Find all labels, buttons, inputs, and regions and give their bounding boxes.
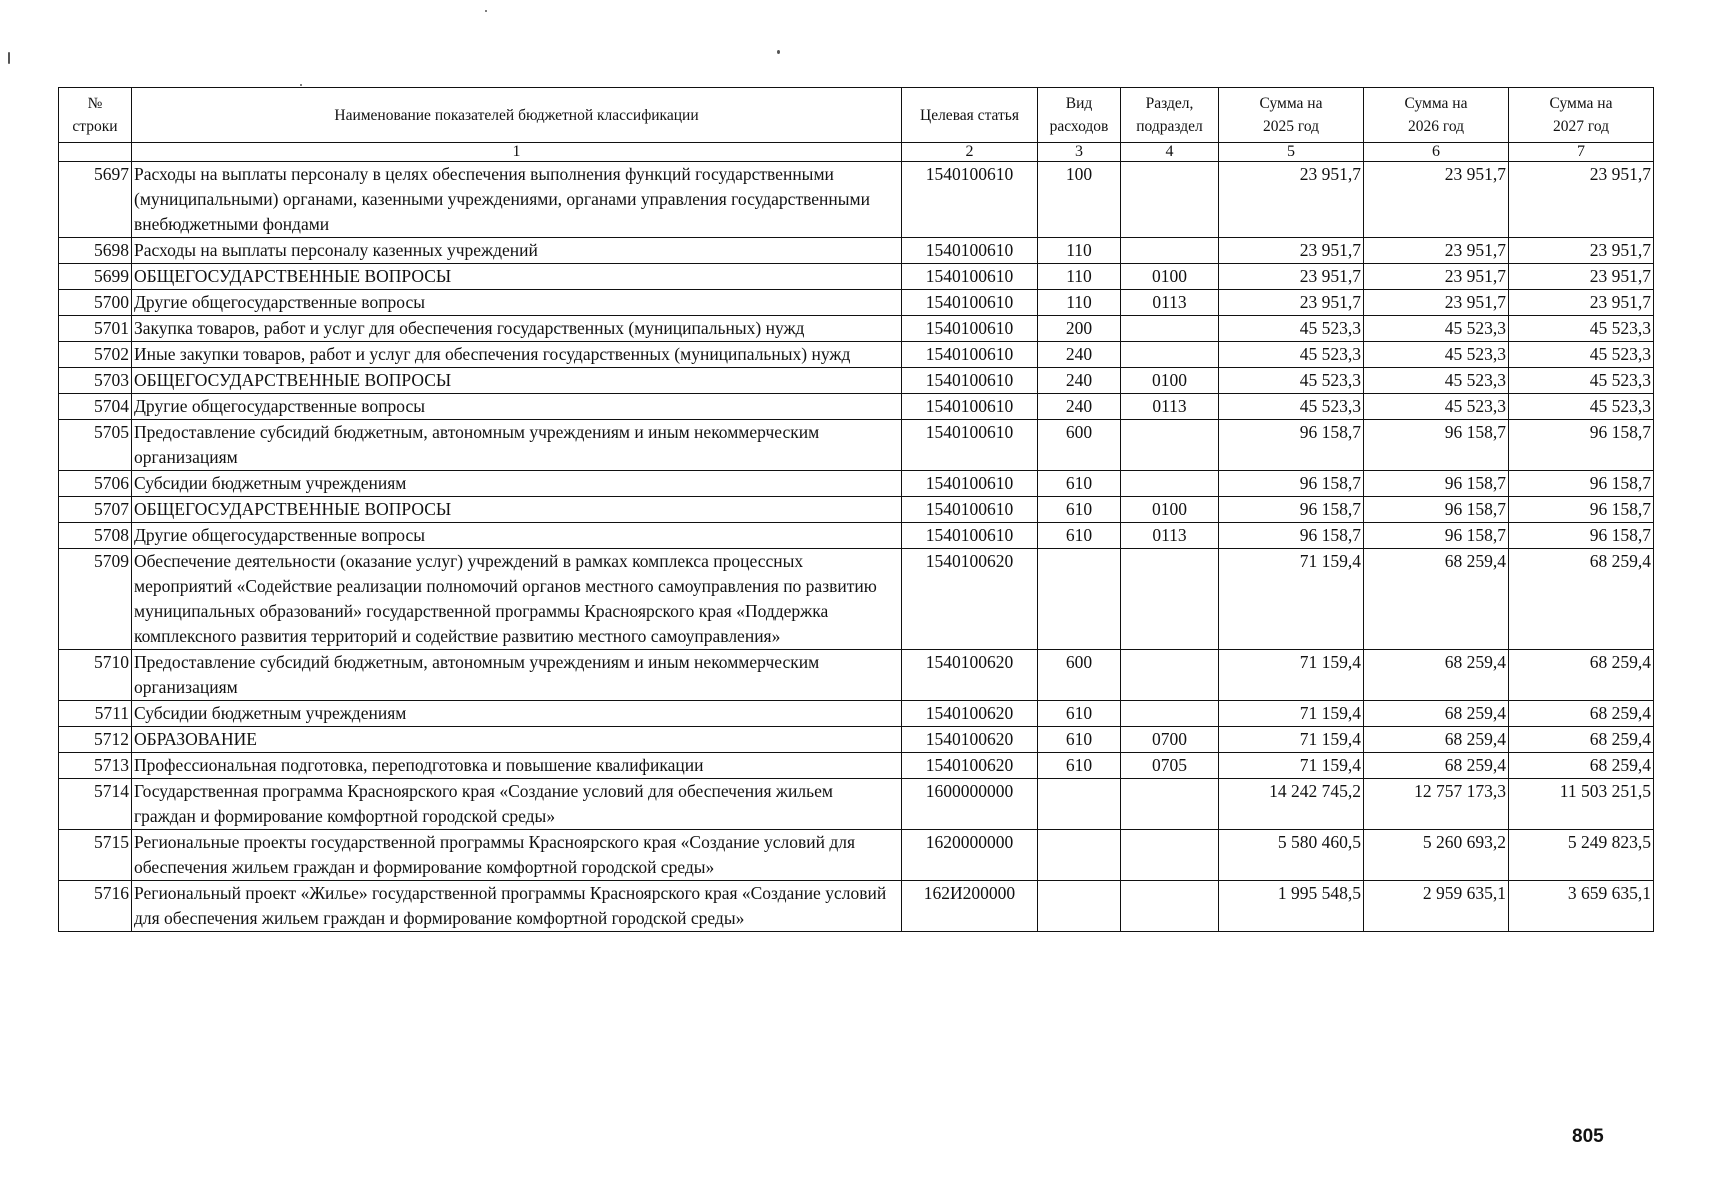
sum-2027-cell: 68 259,4 xyxy=(1509,701,1654,727)
expense-type-cell: 100 xyxy=(1038,162,1121,238)
table-row xyxy=(59,316,1654,342)
target-article-cell: 162И200000 xyxy=(902,881,1038,932)
row-name-cell: Другие общегосударственные вопросы xyxy=(132,523,902,549)
row-number-cell: 5708 xyxy=(59,523,132,549)
section-cell: 0113 xyxy=(1121,290,1219,316)
column-number-blank xyxy=(59,143,132,162)
sum-2027-cell: 23 951,7 xyxy=(1509,264,1654,290)
header-section: Раздел, подраздел xyxy=(1121,88,1219,143)
row-number-cell: 5702 xyxy=(59,342,132,368)
row-name-cell: Расходы на выплаты персоналу в целях обеспечения выполнения функций государственными (муниципальными) органами, казенными учреждениями, органами управления государственными внебюджетными фондами xyxy=(132,162,902,238)
sum-2027-cell: 68 259,4 xyxy=(1509,650,1654,701)
row-name-cell: ОБЩЕГОСУДАРСТВЕННЫЕ ВОПРОСЫ xyxy=(132,264,902,290)
sum-2025-cell: 45 523,3 xyxy=(1219,368,1364,394)
target-article-cell: 1540100620 xyxy=(902,701,1038,727)
row-number-cell: 5711 xyxy=(59,701,132,727)
sum-2026-cell: 68 259,4 xyxy=(1364,753,1509,779)
expense-type-cell xyxy=(1038,779,1121,830)
row-name-cell: Профессиональная подготовка, переподготовка и повышение квалификации xyxy=(132,753,902,779)
sum-2027-cell: 11 503 251,5 xyxy=(1509,779,1654,830)
sum-2026-cell: 68 259,4 xyxy=(1364,650,1509,701)
sum-2027-cell: 23 951,7 xyxy=(1509,238,1654,264)
expense-type-cell: 200 xyxy=(1038,316,1121,342)
sum-2025-cell: 23 951,7 xyxy=(1219,290,1364,316)
sum-2027-cell: 23 951,7 xyxy=(1509,290,1654,316)
target-article-cell: 1540100610 xyxy=(902,342,1038,368)
row-number-cell: 5698 xyxy=(59,238,132,264)
row-name-cell: Другие общегосударственные вопросы xyxy=(132,394,902,420)
row-name-cell: Закупка товаров, работ и услуг для обеспечения государственных (муниципальных) нужд xyxy=(132,316,902,342)
table-row xyxy=(59,727,1654,753)
sum-2025-cell: 96 158,7 xyxy=(1219,497,1364,523)
section-cell xyxy=(1121,471,1219,497)
expense-type-cell: 110 xyxy=(1038,264,1121,290)
sum-2026-cell: 2 959 635,1 xyxy=(1364,881,1509,932)
sum-2027-cell: 5 249 823,5 xyxy=(1509,830,1654,881)
sum-2025-cell: 45 523,3 xyxy=(1219,316,1364,342)
section-cell: 0100 xyxy=(1121,368,1219,394)
column-number: 3 xyxy=(1038,143,1121,162)
target-article-cell: 1540100620 xyxy=(902,727,1038,753)
sum-2025-cell: 71 159,4 xyxy=(1219,753,1364,779)
section-cell xyxy=(1121,549,1219,650)
column-number: 7 xyxy=(1509,143,1654,162)
header-name: Наименование показателей бюджетной классификации xyxy=(132,88,902,143)
sum-2025-cell: 96 158,7 xyxy=(1219,420,1364,471)
target-article-cell: 1540100610 xyxy=(902,368,1038,394)
table-row xyxy=(59,650,1654,701)
row-number-cell: 5701 xyxy=(59,316,132,342)
column-number: 6 xyxy=(1364,143,1509,162)
table-row xyxy=(59,368,1654,394)
section-cell xyxy=(1121,162,1219,238)
sum-2027-cell: 68 259,4 xyxy=(1509,753,1654,779)
header-sum-2027: Сумма на 2027 год xyxy=(1509,88,1654,143)
budget-table xyxy=(58,87,1654,932)
column-number: 5 xyxy=(1219,143,1364,162)
sum-2025-cell: 45 523,3 xyxy=(1219,394,1364,420)
sum-2027-cell: 96 158,7 xyxy=(1509,420,1654,471)
expense-type-cell xyxy=(1038,830,1121,881)
column-number: 4 xyxy=(1121,143,1219,162)
sum-2025-cell: 45 523,3 xyxy=(1219,342,1364,368)
target-article-cell: 1540100610 xyxy=(902,420,1038,471)
sum-2026-cell: 45 523,3 xyxy=(1364,368,1509,394)
column-number: 2 xyxy=(902,143,1038,162)
table-row xyxy=(59,238,1654,264)
expense-type-cell: 610 xyxy=(1038,753,1121,779)
expense-type-cell: 110 xyxy=(1038,238,1121,264)
sum-2027-cell: 96 158,7 xyxy=(1509,497,1654,523)
sum-2025-cell: 71 159,4 xyxy=(1219,701,1364,727)
scan-speck xyxy=(485,10,487,12)
row-number-cell: 5715 xyxy=(59,830,132,881)
sum-2025-cell: 71 159,4 xyxy=(1219,650,1364,701)
sum-2027-cell: 23 951,7 xyxy=(1509,162,1654,238)
row-number-cell: 5700 xyxy=(59,290,132,316)
table-row xyxy=(59,497,1654,523)
row-name-cell: Региональные проекты государственной программы Красноярского края «Создание условий для обеспечения жильем граждан и формирование комфортной городской среды» xyxy=(132,830,902,881)
section-cell xyxy=(1121,830,1219,881)
sum-2026-cell: 23 951,7 xyxy=(1364,238,1509,264)
sum-2025-cell: 96 158,7 xyxy=(1219,523,1364,549)
sum-2026-cell: 23 951,7 xyxy=(1364,162,1509,238)
sum-2026-cell: 12 757 173,3 xyxy=(1364,779,1509,830)
sum-2026-cell: 96 158,7 xyxy=(1364,471,1509,497)
sum-2027-cell: 45 523,3 xyxy=(1509,368,1654,394)
column-number: 1 xyxy=(132,143,902,162)
table-row xyxy=(59,523,1654,549)
row-number-cell: 5703 xyxy=(59,368,132,394)
expense-type-cell: 610 xyxy=(1038,523,1121,549)
sum-2026-cell: 96 158,7 xyxy=(1364,523,1509,549)
sum-2025-cell: 14 242 745,2 xyxy=(1219,779,1364,830)
sum-2027-cell: 45 523,3 xyxy=(1509,342,1654,368)
row-number-cell: 5707 xyxy=(59,497,132,523)
table-row xyxy=(59,394,1654,420)
section-cell: 0100 xyxy=(1121,497,1219,523)
table-row xyxy=(59,549,1654,650)
section-cell xyxy=(1121,779,1219,830)
section-cell xyxy=(1121,881,1219,932)
section-cell: 0113 xyxy=(1121,394,1219,420)
sum-2026-cell: 68 259,4 xyxy=(1364,727,1509,753)
expense-type-cell: 240 xyxy=(1038,368,1121,394)
expense-type-cell xyxy=(1038,549,1121,650)
section-cell xyxy=(1121,701,1219,727)
scan-speck xyxy=(300,84,302,86)
sum-2025-cell: 71 159,4 xyxy=(1219,549,1364,650)
target-article-cell: 1600000000 xyxy=(902,779,1038,830)
row-number-cell: 5697 xyxy=(59,162,132,238)
section-cell: 0100 xyxy=(1121,264,1219,290)
sum-2026-cell: 68 259,4 xyxy=(1364,701,1509,727)
section-cell xyxy=(1121,238,1219,264)
target-article-cell: 1540100610 xyxy=(902,264,1038,290)
section-cell xyxy=(1121,316,1219,342)
target-article-cell: 1540100620 xyxy=(902,549,1038,650)
section-cell xyxy=(1121,650,1219,701)
target-article-cell: 1540100620 xyxy=(902,650,1038,701)
sum-2027-cell: 3 659 635,1 xyxy=(1509,881,1654,932)
table-row xyxy=(59,162,1654,238)
row-name-cell: ОБЩЕГОСУДАРСТВЕННЫЕ ВОПРОСЫ xyxy=(132,497,902,523)
expense-type-cell: 610 xyxy=(1038,701,1121,727)
target-article-cell: 1620000000 xyxy=(902,830,1038,881)
sum-2027-cell: 68 259,4 xyxy=(1509,549,1654,650)
sum-2025-cell: 23 951,7 xyxy=(1219,264,1364,290)
expense-type-cell xyxy=(1038,881,1121,932)
expense-type-cell: 240 xyxy=(1038,394,1121,420)
row-name-cell: Субсидии бюджетным учреждениям xyxy=(132,701,902,727)
target-article-cell: 1540100610 xyxy=(902,394,1038,420)
scan-speck xyxy=(777,50,780,54)
sum-2026-cell: 23 951,7 xyxy=(1364,264,1509,290)
page-number: 805 xyxy=(1572,1126,1604,1147)
expense-type-cell: 600 xyxy=(1038,650,1121,701)
table-row xyxy=(59,830,1654,881)
sum-2027-cell: 45 523,3 xyxy=(1509,394,1654,420)
row-name-cell: Региональный проект «Жилье» государственной программы Красноярского края «Создание условий для обеспечения жильем граждан и формирование комфортной городской среды» xyxy=(132,881,902,932)
target-article-cell: 1540100610 xyxy=(902,523,1038,549)
sum-2025-cell: 96 158,7 xyxy=(1219,471,1364,497)
header-sum-2026: Сумма на 2026 год xyxy=(1364,88,1509,143)
target-article-cell: 1540100610 xyxy=(902,497,1038,523)
section-cell xyxy=(1121,342,1219,368)
table-row xyxy=(59,701,1654,727)
column-number-row xyxy=(59,143,1654,162)
table-row xyxy=(59,779,1654,830)
row-number-cell: 5699 xyxy=(59,264,132,290)
section-cell xyxy=(1121,420,1219,471)
target-article-cell: 1540100610 xyxy=(902,290,1038,316)
header-row-no: № строки xyxy=(59,88,132,143)
table-body xyxy=(59,162,1654,932)
row-number-cell: 5706 xyxy=(59,471,132,497)
sum-2026-cell: 45 523,3 xyxy=(1364,394,1509,420)
row-name-cell: Расходы на выплаты персоналу казенных учреждений xyxy=(132,238,902,264)
row-name-cell: ОБРАЗОВАНИЕ xyxy=(132,727,902,753)
row-name-cell: Субсидии бюджетным учреждениям xyxy=(132,471,902,497)
row-name-cell: Обеспечение деятельности (оказание услуг) учреждений в рамках комплекса процессных мероприятий «Содействие реализации полномочий органов местного самоуправления по развитию муниципальных образований» государственной программы Красноярского края «Поддержка комплексного развития территорий и содействие развитию местного самоуправления» xyxy=(132,549,902,650)
section-cell: 0700 xyxy=(1121,727,1219,753)
section-cell: 0113 xyxy=(1121,523,1219,549)
sum-2025-cell: 1 995 548,5 xyxy=(1219,881,1364,932)
row-name-cell: Государственная программа Красноярского края «Создание условий для обеспечения жильем граждан и формирование комфортной городской среды» xyxy=(132,779,902,830)
target-article-cell: 1540100610 xyxy=(902,162,1038,238)
row-number-cell: 5704 xyxy=(59,394,132,420)
expense-type-cell: 240 xyxy=(1038,342,1121,368)
header-expense-type: Вид расходов xyxy=(1038,88,1121,143)
expense-type-cell: 600 xyxy=(1038,420,1121,471)
sum-2026-cell: 5 260 693,2 xyxy=(1364,830,1509,881)
row-number-cell: 5710 xyxy=(59,650,132,701)
expense-type-cell: 610 xyxy=(1038,497,1121,523)
table-row xyxy=(59,881,1654,932)
row-number-cell: 5716 xyxy=(59,881,132,932)
sum-2027-cell: 96 158,7 xyxy=(1509,523,1654,549)
row-number-cell: 5705 xyxy=(59,420,132,471)
sum-2026-cell: 96 158,7 xyxy=(1364,420,1509,471)
row-name-cell: Предоставление субсидий бюджетным, автономным учреждениям и иным некоммерческим организациям xyxy=(132,650,902,701)
sum-2026-cell: 68 259,4 xyxy=(1364,549,1509,650)
sum-2027-cell: 96 158,7 xyxy=(1509,471,1654,497)
header-target-article: Целевая статья xyxy=(902,88,1038,143)
sum-2027-cell: 45 523,3 xyxy=(1509,316,1654,342)
row-number-cell: 5713 xyxy=(59,753,132,779)
section-cell: 0705 xyxy=(1121,753,1219,779)
target-article-cell: 1540100610 xyxy=(902,316,1038,342)
table-row xyxy=(59,420,1654,471)
row-number-cell: 5712 xyxy=(59,727,132,753)
row-number-cell: 5714 xyxy=(59,779,132,830)
sum-2026-cell: 23 951,7 xyxy=(1364,290,1509,316)
expense-type-cell: 110 xyxy=(1038,290,1121,316)
scan-speck xyxy=(8,52,10,64)
row-name-cell: ОБЩЕГОСУДАРСТВЕННЫЕ ВОПРОСЫ xyxy=(132,368,902,394)
sum-2027-cell: 68 259,4 xyxy=(1509,727,1654,753)
header-sum-2025: Сумма на 2025 год xyxy=(1219,88,1364,143)
sum-2025-cell: 5 580 460,5 xyxy=(1219,830,1364,881)
target-article-cell: 1540100620 xyxy=(902,753,1038,779)
expense-type-cell: 610 xyxy=(1038,727,1121,753)
table-row xyxy=(59,471,1654,497)
sum-2026-cell: 45 523,3 xyxy=(1364,342,1509,368)
sum-2025-cell: 71 159,4 xyxy=(1219,727,1364,753)
sum-2025-cell: 23 951,7 xyxy=(1219,238,1364,264)
table-row xyxy=(59,290,1654,316)
table-row xyxy=(59,753,1654,779)
target-article-cell: 1540100610 xyxy=(902,471,1038,497)
row-name-cell: Другие общегосударственные вопросы xyxy=(132,290,902,316)
expense-type-cell: 610 xyxy=(1038,471,1121,497)
header-row xyxy=(59,88,1654,143)
sum-2026-cell: 96 158,7 xyxy=(1364,497,1509,523)
table-row xyxy=(59,342,1654,368)
sum-2025-cell: 23 951,7 xyxy=(1219,162,1364,238)
target-article-cell: 1540100610 xyxy=(902,238,1038,264)
row-number-cell: 5709 xyxy=(59,549,132,650)
table-row xyxy=(59,264,1654,290)
row-name-cell: Предоставление субсидий бюджетным, автономным учреждениям и иным некоммерческим организациям xyxy=(132,420,902,471)
row-name-cell: Иные закупки товаров, работ и услуг для обеспечения государственных (муниципальных) нужд xyxy=(132,342,902,368)
sum-2026-cell: 45 523,3 xyxy=(1364,316,1509,342)
